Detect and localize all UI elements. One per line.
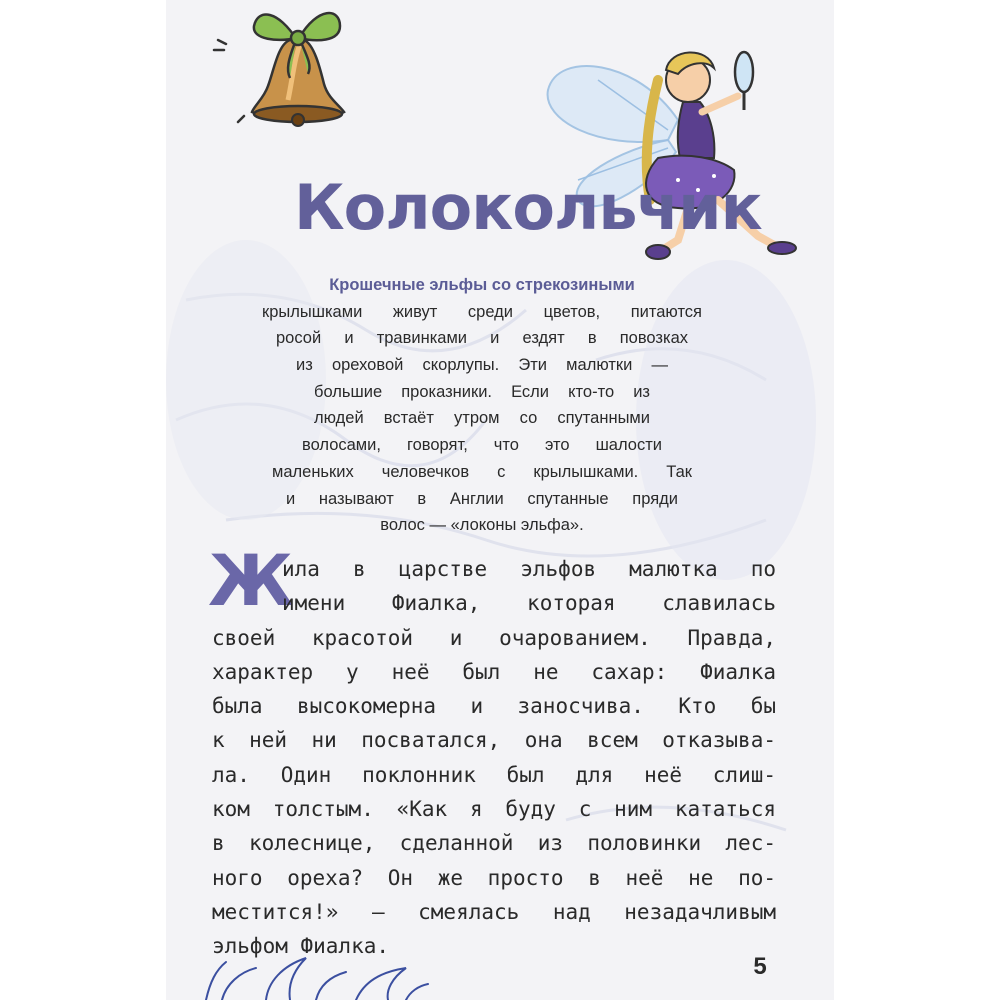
intro-line: росой и травинками и ездят в повозках [276, 329, 688, 348]
story-line: ла. Один поклонник был для неё слиш- [212, 762, 776, 787]
story-line: эльфом Фиалка. [212, 934, 390, 959]
bell-icon [208, 0, 358, 140]
intro-line: крылышками живут среди цветов, питаются [262, 302, 702, 321]
story-line: была высокомерна и заносчива. Кто бы [212, 694, 776, 719]
story-line: ила в царстве эльфов малютка по [282, 557, 776, 581]
intro-line [262, 272, 702, 299]
intro-lead: Крошечные эльфы со стрекозиными [329, 276, 635, 294]
story-line: имени Фиалка, которая славилась [282, 591, 776, 616]
grass-doodle [196, 932, 436, 1000]
intro-line: людей встаёт утром со спутанными [314, 409, 650, 428]
page-number: 5 [753, 953, 767, 980]
intro-line: волос — «локоны эльфа». [380, 516, 584, 535]
story-line: к ней ни посватался, она всем отказыва- [212, 728, 776, 753]
story-line: ного ореха? Он же просто в неё не по- [212, 865, 776, 890]
story-line: местится!» — смеялась над незадачливым [212, 899, 776, 924]
book-page [166, 0, 834, 1000]
story-line: своей красотой и очарованием. Правда, [212, 625, 776, 650]
story-line: характер у неё был не сахар: Фиалка [212, 659, 776, 684]
page-title: Колокольчик [294, 171, 762, 244]
intro-line: большие проказники. Если кто-то из [314, 382, 650, 401]
intro-line: маленьких человечков с крылышками. Так [272, 462, 692, 481]
story-line: в колеснице, сделанной из половинки лес- [212, 831, 776, 856]
story-line: ком толстым. «Как я буду с ним кататься [212, 797, 776, 822]
intro-line: волосами, говорят, что это шалости [302, 436, 662, 455]
intro-paragraph [262, 272, 702, 539]
story-paragraph [212, 552, 776, 964]
drop-cap: Ж [208, 540, 294, 622]
intro-line: из ореховой скорлупы. Эти малютки — [296, 356, 668, 375]
intro-line: и называют в Англии спутанные пряди [286, 489, 678, 508]
